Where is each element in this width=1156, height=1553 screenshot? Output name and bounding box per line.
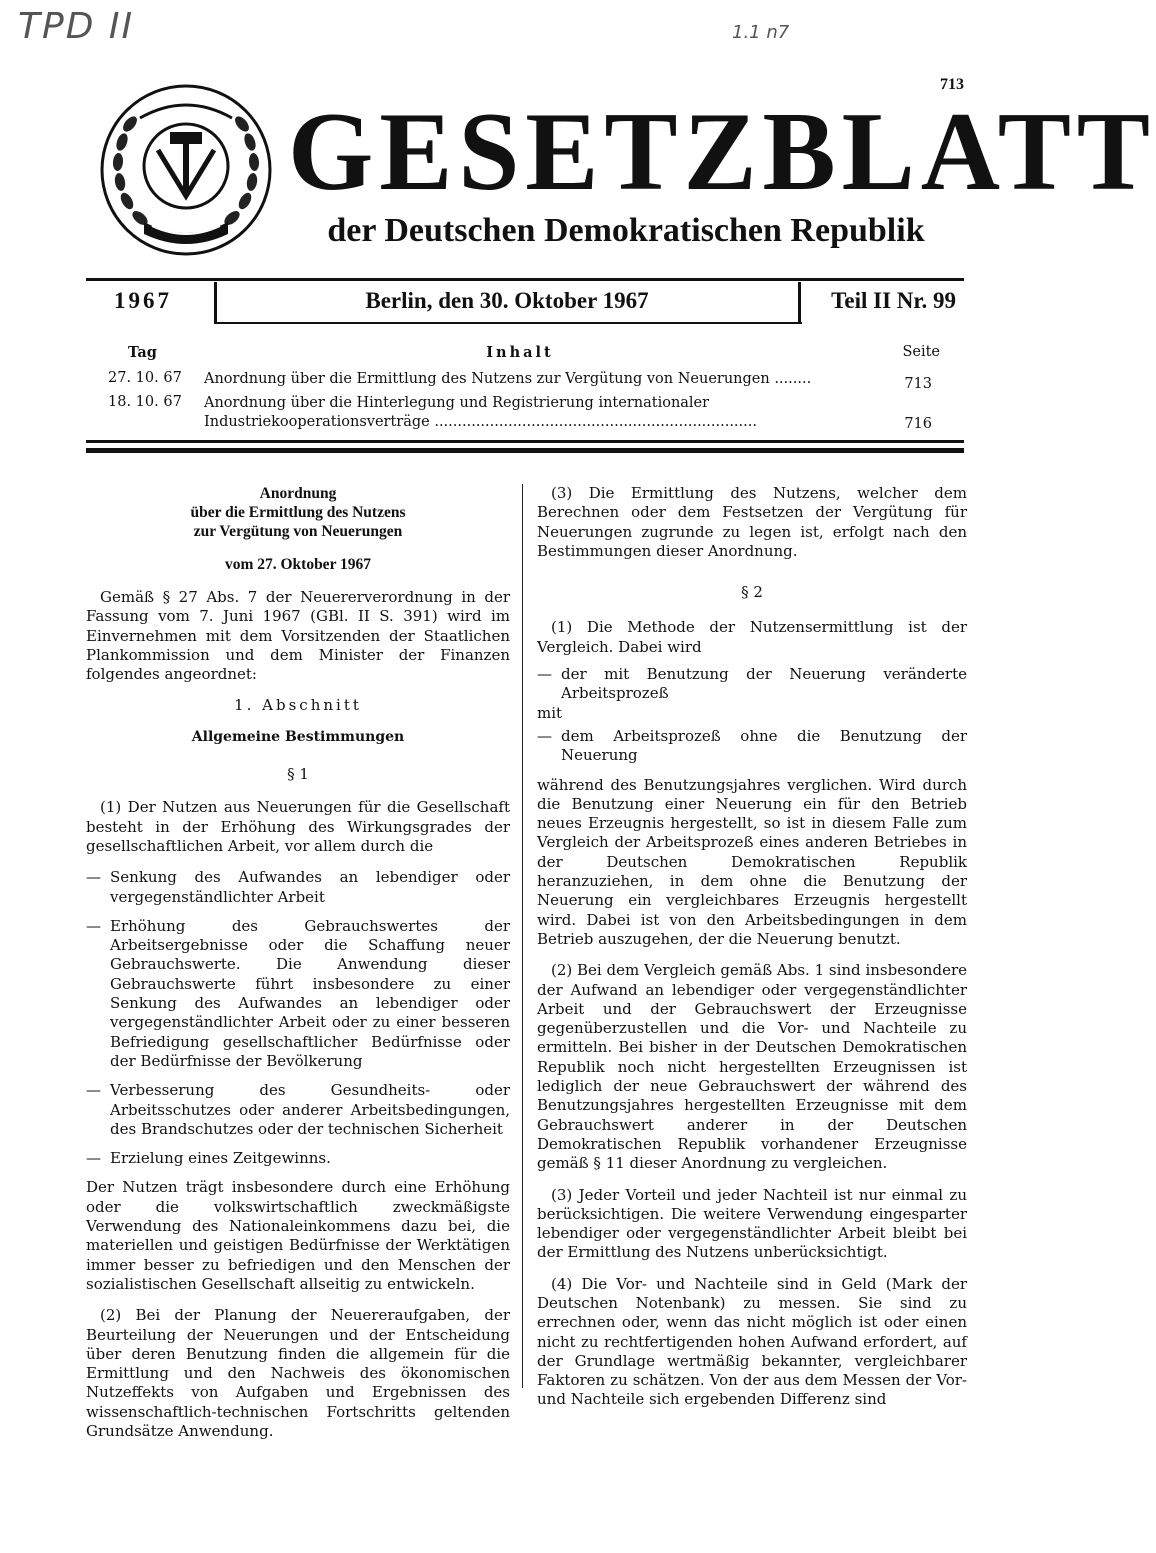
toc-row <box>100 370 940 392</box>
connector-word: mit <box>537 703 563 722</box>
divider <box>86 448 964 453</box>
handwritten-note: 1.1 n7 <box>732 22 790 43</box>
toc-row <box>100 394 940 432</box>
article-title <box>86 484 510 541</box>
paragraph-text: (2) Bei der Planung der Neuereraufgaben, der Beurteilung der Neuerungen und der Entscheidung über deren Benutzung finden die allgemein für die Ermittlung und den Nachweis des ökonomischen Nutzeffekts von Aufgaben und Ergebnissen des wissenschaftlich-technischen Fortschritts geltenden Grundsätze Anwendung. <box>86 1306 510 1440</box>
toc-header-page: Seite <box>902 344 940 360</box>
right-column <box>537 484 967 1422</box>
issue-bar <box>86 282 964 322</box>
divider <box>86 440 964 443</box>
paragraph-text: (1) Die Methode der Nutzensermittlung ist der Vergleich. Dabei wird <box>537 618 967 656</box>
divider <box>86 278 964 281</box>
toc-date: 18. 10. 67 <box>108 394 182 410</box>
list-item: — Erzielung eines Zeitgewinns. <box>86 1149 510 1168</box>
issue-part: Teil II Nr. 99 <box>831 288 956 313</box>
paragraph-text: Der Nutzen trägt insbesondere durch eine Erhöhung oder die volkswirtschaftlich zweckmäßigste Verwendung des Nationaleinkommens dazu bei, die materiellen und geistigen Bedürfnisse der Werktätigen immer besser zu befriedigen und den Menschen der sozialistischen Gesellschaft allseitig zu entwickeln. <box>86 1178 510 1293</box>
divider <box>798 282 801 324</box>
toc-header-day: Tag <box>128 344 157 361</box>
toc-title: Anordnung über die Ermittlung des Nutzens zur Vergütung von Neuerungen ........ <box>204 371 812 387</box>
masthead-title: GESETZBLATT <box>288 90 1156 214</box>
list-item: — der mit Benutzung der Neuerung veränderte Arbeitsprozeß <box>537 665 967 704</box>
list-item: — Verbesserung des Gesundheits- oder Arbeitsschutzes oder anderer Arbeitsbedingungen, des Brandschutzes oder der technischen Sicherheit <box>86 1081 510 1139</box>
toc-date: 27. 10. 67 <box>108 370 182 386</box>
toc-title: Anordnung über die Hinterlegung und Registrierung internationaler Industriekooperationsverträge ...................................................................... <box>204 395 757 430</box>
divider <box>214 322 802 324</box>
list-item: — Senkung des Aufwandes an lebendiger oder vergegenständlichter Arbeit <box>86 868 510 907</box>
paragraph-text: (1) Der Nutzen aus Neuerungen für die Gesellschaft besteht in der Erhöhung des Wirkungsgrades der gesellschaftlichen Arbeit, vor allem durch die <box>86 798 510 855</box>
issue-place-date: Berlin, den 30. Oktober 1967 <box>365 288 649 313</box>
issue-year: 1967 <box>114 288 172 313</box>
list-item: — dem Arbeitsprozeß ohne die Benutzung der Neuerung <box>537 727 967 766</box>
toc-page: 713 <box>904 376 932 392</box>
article-title-line: über die Ermittlung des Nutzens <box>190 504 406 521</box>
article-title-line: Anordnung <box>259 485 337 502</box>
page-number: 713 <box>940 76 964 93</box>
column-divider <box>522 484 523 1388</box>
list-item: — Erhöhung des Gebrauchswertes der Arbeitsergebnisse oder die Schaffung neuer Gebrauchswerte. Die Anwendung dieser Gebrauchswerte führt insbesondere zu einer Senkung des Aufwandes an lebendiger oder vergegenständlichter Arbeit oder zu einer besseren Befriedigung gesellschaftlicher Bedürfnisse oder der Bedürfnisse der Bevölkerung <box>86 917 510 1071</box>
table-of-contents <box>100 344 940 432</box>
paragraph-text: (3) Die Ermittlung des Nutzens, welcher dem Berechnen oder dem Festsetzen der Vergütung für Neuerungen zugrunde zu legen ist, erfolgt nach den Bestimmungen dieser Anordnung. <box>537 484 967 560</box>
handwritten-note: TPD II <box>18 6 135 47</box>
section-label: 1. Abschnitt <box>234 696 362 715</box>
paragraph-label: § 2 <box>741 583 763 602</box>
toc-header-content: Inhalt <box>486 344 554 361</box>
masthead-subtitle: der Deutschen Demokratischen Republik <box>327 212 925 249</box>
article-title-line: zur Vergütung von Neuerungen <box>193 523 403 540</box>
paragraph-text: (3) Jeder Vorteil und jeder Nachteil ist nur einmal zu berücksichtigen. Die weitere Verwendung eingesparter lebendiger oder vergegenständlichter Arbeit bleibt bei der Ermittlung des Nutzens unberücksichtigt. <box>537 1185 967 1262</box>
article-date: vom 27. Oktober 1967 <box>224 556 372 573</box>
paragraph-label: § 1 <box>287 765 309 784</box>
gdr-state-emblem-icon <box>100 84 272 256</box>
left-column <box>86 484 510 1453</box>
preamble: Gemäß § 27 Abs. 7 der Neuererverordnung in der Fassung vom 7. Juni 1967 (GBl. II S. 391) wird im Einvernehmen mit dem Vorsitzenden der Staatlichen Plankommission und dem Minister der Finanzen folgendes angeordnet: <box>86 588 510 684</box>
paragraph-text: während des Benutzungsjahres verglichen. Wird durch die Benutzung einer Neuerung ein für den Betrieb neues Erzeugnis hergestellt, so ist in diesem Falle zum Vergleich der Arbeitsprozeß eines anderen Betriebes in der Deutschen Demokratischen Republik heranzuziehen, in dem ohne die Benutzung der Neuerung ein vergleichbares Erzeugnis hergestellt wird. Dabei ist von den Arbeitsbedingungen in dem Betrieb auszugehen, der die Neuerung benutzt. <box>537 775 967 948</box>
section-title: Allgemeine Bestimmungen <box>191 728 405 745</box>
toc-page: 716 <box>904 416 932 432</box>
paragraph-text: (4) Die Vor- und Nachteile sind in Geld (Mark der Deutschen Notenbank) zu messen. Sie sind zu errechnen oder, wenn das nicht möglich ist oder einen nicht zu rechtfertigenden hohen Aufwand erfordert, auf der Grundlage wertmäßig bekannter, vergleichbarer Faktoren zu schätzen. Von der aus dem Messen der Vor- und Nachteile sich ergebenden Differenz sind <box>537 1274 967 1409</box>
paragraph-text: (2) Bei dem Vergleich gemäß Abs. 1 sind insbesondere der Aufwand an lebendiger oder vergegenständlichter Arbeit und der Gebrauchswert der Erzeugnisse gegenüberzustellen und die Vor- und Nachteile zu ermitteln. Bei bisher in der Deutschen Demokratischen Republik noch nicht hergestellten Erzeugnissen ist lediglich der neue Gebrauchswert der während des Benutzungsjahres hergestellten Erzeugnisse mit dem Gebrauchswert anderer in der Deutschen Demokratischen Republik vorhandener Erzeugnisse gemäß § 11 dieser Anordnung zu vergleichen. <box>537 961 967 1173</box>
